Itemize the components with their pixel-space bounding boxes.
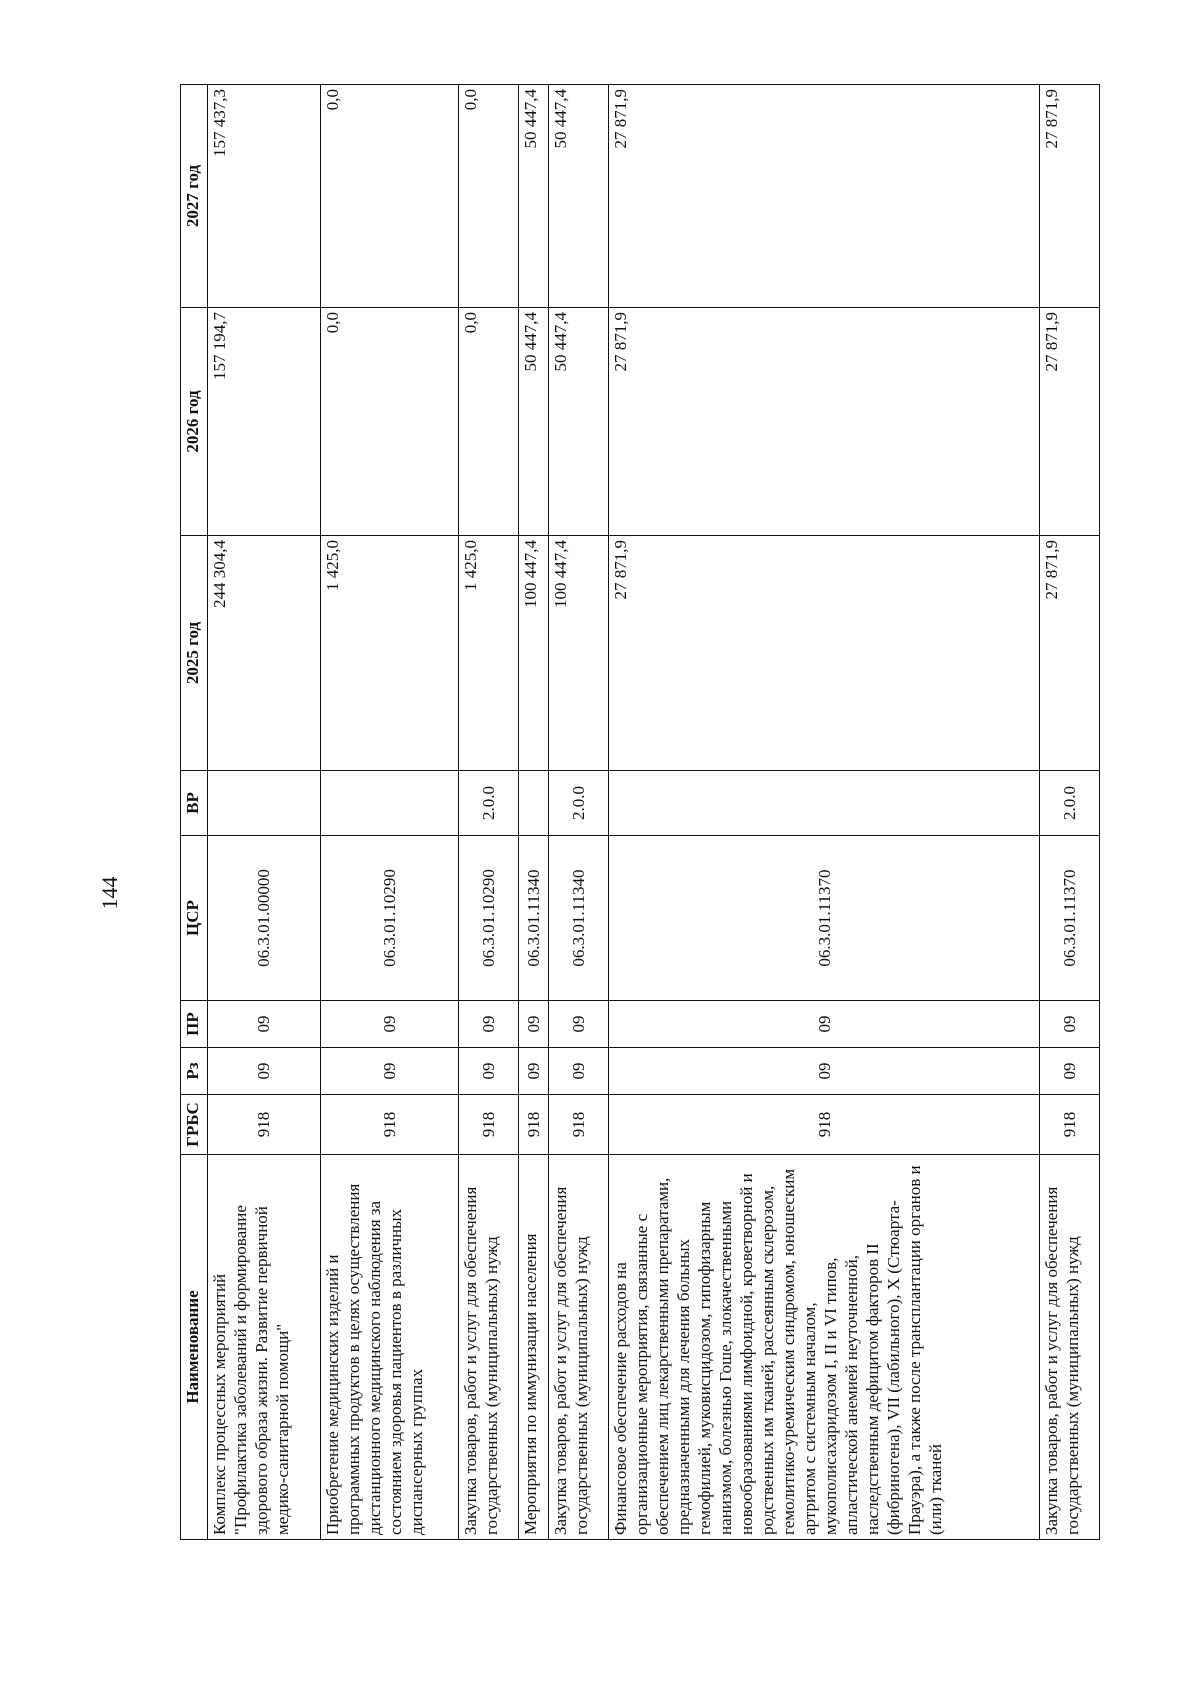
cell-2027: 50 447,4: [549, 85, 609, 308]
cell-csr: 06.3.01.11370: [609, 836, 1039, 1001]
cell-2026: 157 194,7: [208, 308, 321, 536]
cell-grbs: 918: [609, 1095, 1039, 1155]
cell-2026: 27 871,9: [609, 308, 1039, 536]
cell-2025: 244 304,4: [208, 536, 321, 771]
cell-2027: 27 871,9: [1039, 85, 1099, 308]
header-grbs: ГРБС: [181, 1095, 208, 1155]
cell-2027: 50 447,4: [518, 85, 548, 308]
cell-2026: 0,0: [320, 308, 458, 536]
table-row: [458, 85, 518, 1540]
header-name: Наименование: [181, 1155, 208, 1540]
cell-csr: 06.3.01.10290: [458, 836, 518, 1001]
cell-2026: 50 447,4: [518, 308, 548, 536]
cell-2025: 27 871,9: [609, 536, 1039, 771]
cell-pr: 09: [1039, 1001, 1099, 1048]
cell-csr: 06.3.01.11370: [1039, 836, 1099, 1001]
cell-rz: 09: [549, 1048, 609, 1095]
cell-pr: 09: [609, 1001, 1039, 1048]
cell-pr: 09: [320, 1001, 458, 1048]
cell-vr: [208, 771, 321, 836]
header-pr: ПР: [181, 1001, 208, 1048]
cell-2025: 1 425,0: [320, 536, 458, 771]
cell-csr: 06.3.01.11340: [518, 836, 548, 1001]
cell-pr: 09: [549, 1001, 609, 1048]
cell-vr: [609, 771, 1039, 836]
header-2026: 2026 год: [181, 308, 208, 536]
cell-2026: 27 871,9: [1039, 308, 1099, 536]
cell-csr: 06.3.01.10290: [320, 836, 458, 1001]
cell-name: Приобретение медицинских изделий и программных продуктов в целях осуществления дистанционного медицинского наблюдения за состоянием здоровья пациентов в различных диспансерных группах: [320, 1155, 458, 1540]
cell-grbs: 918: [549, 1095, 609, 1155]
cell-grbs: 918: [458, 1095, 518, 1155]
cell-2025: 100 447,4: [518, 536, 548, 771]
table-row: [1039, 85, 1099, 1540]
cell-name: Мероприятия по иммунизации населения: [518, 1155, 548, 1540]
cell-name: Закупка товаров, работ и услуг для обеспечения государственных (муниципальных) нужд: [549, 1155, 609, 1540]
cell-2025: 27 871,9: [1039, 536, 1099, 771]
header-csr: ЦСР: [181, 836, 208, 1001]
cell-grbs: 918: [1039, 1095, 1099, 1155]
cell-2027: 0,0: [320, 85, 458, 308]
cell-2027: 27 871,9: [609, 85, 1039, 308]
header-2025: 2025 год: [181, 536, 208, 771]
table-row: [320, 85, 458, 1540]
budget-table: [180, 84, 1100, 1540]
cell-name: Закупка товаров, работ и услуг для обеспечения государственных (муниципальных) нужд: [1039, 1155, 1099, 1540]
cell-grbs: 918: [320, 1095, 458, 1155]
cell-rz: 09: [518, 1048, 548, 1095]
cell-rz: 09: [320, 1048, 458, 1095]
page-number: 144: [97, 876, 122, 910]
cell-csr: 06.3.01.00000: [208, 836, 321, 1001]
cell-vr: 2.0.0: [458, 771, 518, 836]
cell-vr: 2.0.0: [1039, 771, 1099, 836]
table-row: [609, 85, 1039, 1540]
rotated-table-container: [180, 85, 1100, 1540]
cell-rz: 09: [208, 1048, 321, 1095]
cell-name: Комплекс процессных мероприятий "Профилактика заболеваний и формирование здорового образа жизни. Развитие первичной медико-санитарной помощи": [208, 1155, 321, 1540]
cell-grbs: 918: [208, 1095, 321, 1155]
cell-rz: 09: [609, 1048, 1039, 1095]
header-rz: Рз: [181, 1048, 208, 1095]
cell-2027: 157 437,3: [208, 85, 321, 308]
cell-2025: 100 447,4: [549, 536, 609, 771]
cell-vr: [320, 771, 458, 836]
header-2027: 2027 год: [181, 85, 208, 308]
cell-pr: 09: [208, 1001, 321, 1048]
cell-rz: 09: [1039, 1048, 1099, 1095]
cell-2025: 1 425,0: [458, 536, 518, 771]
table-header-row: [181, 85, 208, 1540]
cell-name: Закупка товаров, работ и услуг для обеспечения государственных (муниципальных) нужд: [458, 1155, 518, 1540]
cell-rz: 09: [458, 1048, 518, 1095]
cell-pr: 09: [458, 1001, 518, 1048]
cell-2026: 0,0: [458, 308, 518, 536]
cell-grbs: 918: [518, 1095, 548, 1155]
table-row: [549, 85, 609, 1540]
cell-vr: [518, 771, 548, 836]
header-vr: ВР: [181, 771, 208, 836]
cell-name: Финансовое обеспечение расходов на организационные мероприятия, связанные с обеспечением лиц лекарственными препаратами, предназначенными для лечения больных гемофилией, муковисцидозом, гипофизарным нанизмом, болезнью Гоше, злокачественными новообразованиями лимфоидной, кроветворной и родственных им тканей, рассеянным склерозом, гемолитико-уремическим синдромом, юношеским артритом с системным началом, мукополисахаридозом I, II и VI типов, апластической анемией неуточненной, наследственным дефицитом факторов II (фибриногена), VII (лабильного), X (Стюарта-Прауэра), а также после трансплантации органов и (или) тканей: [609, 1155, 1039, 1540]
cell-2027: 0,0: [458, 85, 518, 308]
cell-csr: 06.3.01.11340: [549, 836, 609, 1001]
cell-vr: 2.0.0: [549, 771, 609, 836]
cell-pr: 09: [518, 1001, 548, 1048]
cell-2026: 50 447,4: [549, 308, 609, 536]
table-row: [208, 85, 321, 1540]
table-row: [518, 85, 548, 1540]
